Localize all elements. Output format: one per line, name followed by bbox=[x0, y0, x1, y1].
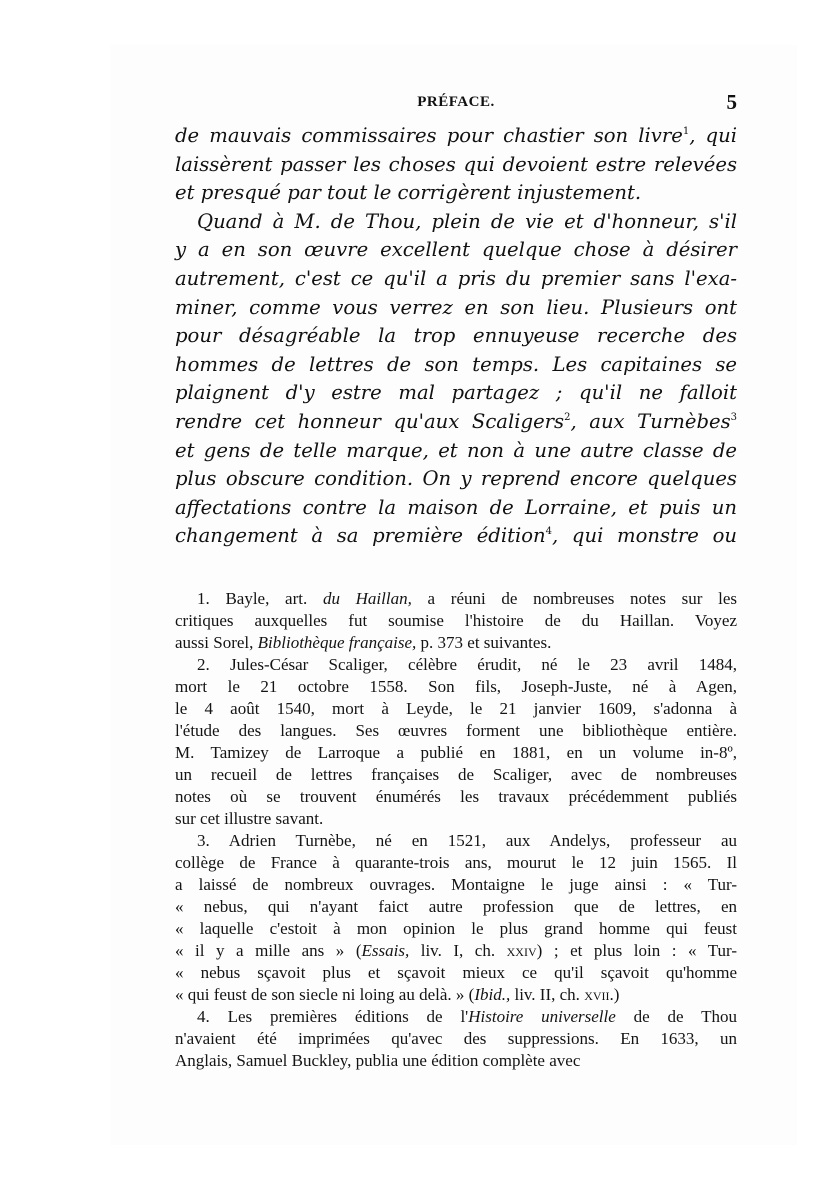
roman-numeral: xvii bbox=[584, 985, 610, 1004]
text-segment: pour désagréable la trop ennuyeuse recerche des bbox=[175, 324, 737, 348]
text-line bbox=[175, 494, 737, 523]
text-line bbox=[175, 379, 737, 408]
footnotes bbox=[175, 588, 737, 1072]
text-segment: mort le 21 octobre 1558. Son fils, Joseph-Juste, né à Agen, bbox=[175, 677, 737, 696]
text-line bbox=[175, 179, 737, 208]
footnote-line bbox=[175, 786, 737, 808]
text-segment: , qui monstre ou bbox=[552, 524, 737, 548]
footnote-line bbox=[175, 676, 737, 698]
text-segment: a réuni de nombreuses notes sur les bbox=[411, 589, 737, 608]
italic-title: du Haillan, bbox=[322, 589, 412, 608]
text-segment: y a en son œuvre excellent quelque chose à désirer bbox=[175, 238, 737, 262]
text-segment: Anglais, Samuel Buckley, publia une édition complète avec bbox=[175, 1051, 581, 1070]
footnote-line bbox=[175, 808, 737, 830]
footnote-2 bbox=[175, 654, 737, 830]
text-line bbox=[175, 322, 737, 351]
footnote-line bbox=[175, 1050, 737, 1072]
text-segment: le 4 août 1540, mort à Leyde, le 21 janvier 1609, s'adonna à bbox=[175, 699, 737, 718]
text-segment: , aux Turnèbes bbox=[570, 409, 731, 433]
text-line bbox=[175, 522, 737, 551]
italic-title: Histoire universelle bbox=[468, 1007, 616, 1026]
text-segment: et gens de telle marque, et non à une autre classe de bbox=[175, 438, 737, 462]
footnote-4 bbox=[175, 1006, 737, 1072]
text-segment: Quand à M. de Thou, plein de vie et d'honneur, s'il bbox=[197, 209, 737, 233]
text-segment: aussi Sorel, bbox=[175, 633, 258, 652]
text-segment: « nebus sçavoit plus et sçavoit mieux ce qu'il sçavoit qu'homme bbox=[175, 963, 737, 982]
footnote-line bbox=[175, 764, 737, 786]
text-segment: .) bbox=[609, 985, 620, 1004]
footnote-ref-1[interactable]: 1 bbox=[682, 126, 690, 137]
text-segment: critiques auxquelles fut soumise l'histoire de du Haillan. Voyez bbox=[175, 611, 737, 630]
footnote-line bbox=[175, 632, 737, 654]
footnote-line bbox=[175, 852, 737, 874]
text-segment: de mauvais commissaires pour chastier son livre bbox=[175, 124, 683, 147]
text-line bbox=[175, 208, 737, 237]
footnote-line bbox=[175, 874, 737, 896]
text-segment: 1. Bayle, art. bbox=[197, 589, 323, 608]
text-segment: liv. II, ch. bbox=[510, 985, 585, 1004]
footnote-line bbox=[175, 940, 737, 962]
running-head bbox=[175, 90, 737, 114]
italic-title: Ibid., bbox=[474, 985, 511, 1004]
text-segment: sur cet illustre savant. bbox=[175, 809, 324, 828]
text-segment: hommes de lettres de son temps. Les capitaines se bbox=[175, 352, 737, 376]
text-segment: M. Tamizey de Larroque a publié en 1881, en un volume in-8º, bbox=[175, 743, 737, 762]
text-segment: rendre cet honneur qu'aux Scaligers bbox=[175, 409, 565, 433]
text-segment: n'avaient été imprimées qu'avec des suppressions. En 1633, un bbox=[175, 1029, 737, 1048]
text-segment: « qui feust de son siecle ni loing au delà. » ( bbox=[175, 985, 475, 1004]
footnote-line bbox=[175, 742, 737, 764]
text-segment: , qui bbox=[689, 124, 737, 147]
text-line bbox=[175, 437, 737, 466]
footnote-line bbox=[175, 588, 737, 610]
text-segment: changement à sa première édition bbox=[175, 524, 546, 548]
text-line bbox=[175, 351, 737, 380]
italic-title: Bibliothèque française, bbox=[257, 633, 417, 652]
text-segment: « laquelle c'estoit à mon opinion le plus grand homme qui feust bbox=[175, 919, 737, 938]
text-segment: un recueil de lettres françaises de Scaliger, avec de nombreuses bbox=[175, 765, 737, 784]
footnote-line bbox=[175, 984, 737, 1006]
footnote-line bbox=[175, 698, 737, 720]
text-segment: 4. Les premières éditions de l' bbox=[197, 1007, 469, 1026]
italic-title: Essais, bbox=[361, 941, 410, 960]
page-number: 5 bbox=[726, 90, 737, 114]
text-line bbox=[175, 465, 737, 494]
text-line bbox=[175, 236, 737, 265]
text-line bbox=[175, 151, 737, 180]
text-segment: notes où se trouvent énumérés les travaux précédemment publiés bbox=[175, 787, 737, 806]
text-segment: 2. Jules-César Scaliger, célèbre érudit, né le 23 avril 1484, bbox=[197, 655, 737, 674]
text-line bbox=[175, 122, 737, 151]
text-segment: plus obscure condition. On y reprend encore quelques bbox=[175, 467, 737, 491]
text-segment: affectations contre la maison de Lorraine, et puis un bbox=[175, 495, 737, 519]
text-segment: p. 373 et suivantes. bbox=[416, 633, 552, 652]
text-line bbox=[175, 408, 737, 437]
footnote-ref-2[interactable]: 2 bbox=[564, 411, 571, 423]
text-segment: l'étude des langues. Ses œuvres forment une bibliothèque entière. bbox=[175, 721, 737, 740]
text-segment: ) ; et plus loin : « Tur- bbox=[536, 941, 737, 960]
text-segment: miner, comme vous verrez en son lieu. Plusieurs ont bbox=[175, 295, 737, 319]
main-text bbox=[175, 122, 737, 551]
text-segment: liv. I, ch. bbox=[409, 941, 507, 960]
running-title: PRÉFACE. bbox=[417, 94, 495, 110]
text-segment: autrement, c'est ce qu'il a pris du premier sans l'exa- bbox=[175, 266, 737, 290]
text-segment: « il y a mille ans » ( bbox=[175, 941, 362, 960]
footnote-line bbox=[175, 610, 737, 632]
footnote-ref-3[interactable]: 3 bbox=[730, 411, 738, 423]
roman-numeral: xxiv bbox=[506, 941, 537, 960]
footnote-line bbox=[175, 830, 737, 852]
footnote-line bbox=[175, 1028, 737, 1050]
footnote-line bbox=[175, 896, 737, 918]
text-segment: et presqué par tout le corrigèrent injustement. bbox=[175, 181, 642, 205]
footnote-line bbox=[175, 962, 737, 984]
footnote-1 bbox=[175, 588, 737, 654]
text-segment: 3. Adrien Turnèbe, né en 1521, aux Andelys, professeur au bbox=[197, 831, 737, 850]
text-segment: plaignent d'y estre mal partagez ; qu'il ne falloit bbox=[175, 381, 737, 405]
text-line bbox=[175, 265, 737, 294]
footnote-line bbox=[175, 1006, 737, 1028]
footnote-3 bbox=[175, 830, 737, 1006]
text-line bbox=[175, 294, 737, 323]
footnote-line bbox=[175, 918, 737, 940]
text-segment: laissèrent passer les choses qui devoient estre relevées bbox=[175, 152, 737, 176]
text-segment: a laissé de nombreux ouvrages. Montaigne le juge ainsi : « Tur- bbox=[175, 875, 737, 894]
footnote-line bbox=[175, 720, 737, 742]
footnote-line bbox=[175, 654, 737, 676]
text-segment: collège de France à quarante-trois ans, mourut le 12 juin 1565. Il bbox=[175, 853, 737, 872]
text-segment: de de Thou bbox=[615, 1007, 737, 1026]
footnote-ref-4[interactable]: 4 bbox=[545, 526, 553, 538]
text-segment: « nebus, qui n'ayant faict autre profession que de lettres, en bbox=[175, 897, 737, 916]
